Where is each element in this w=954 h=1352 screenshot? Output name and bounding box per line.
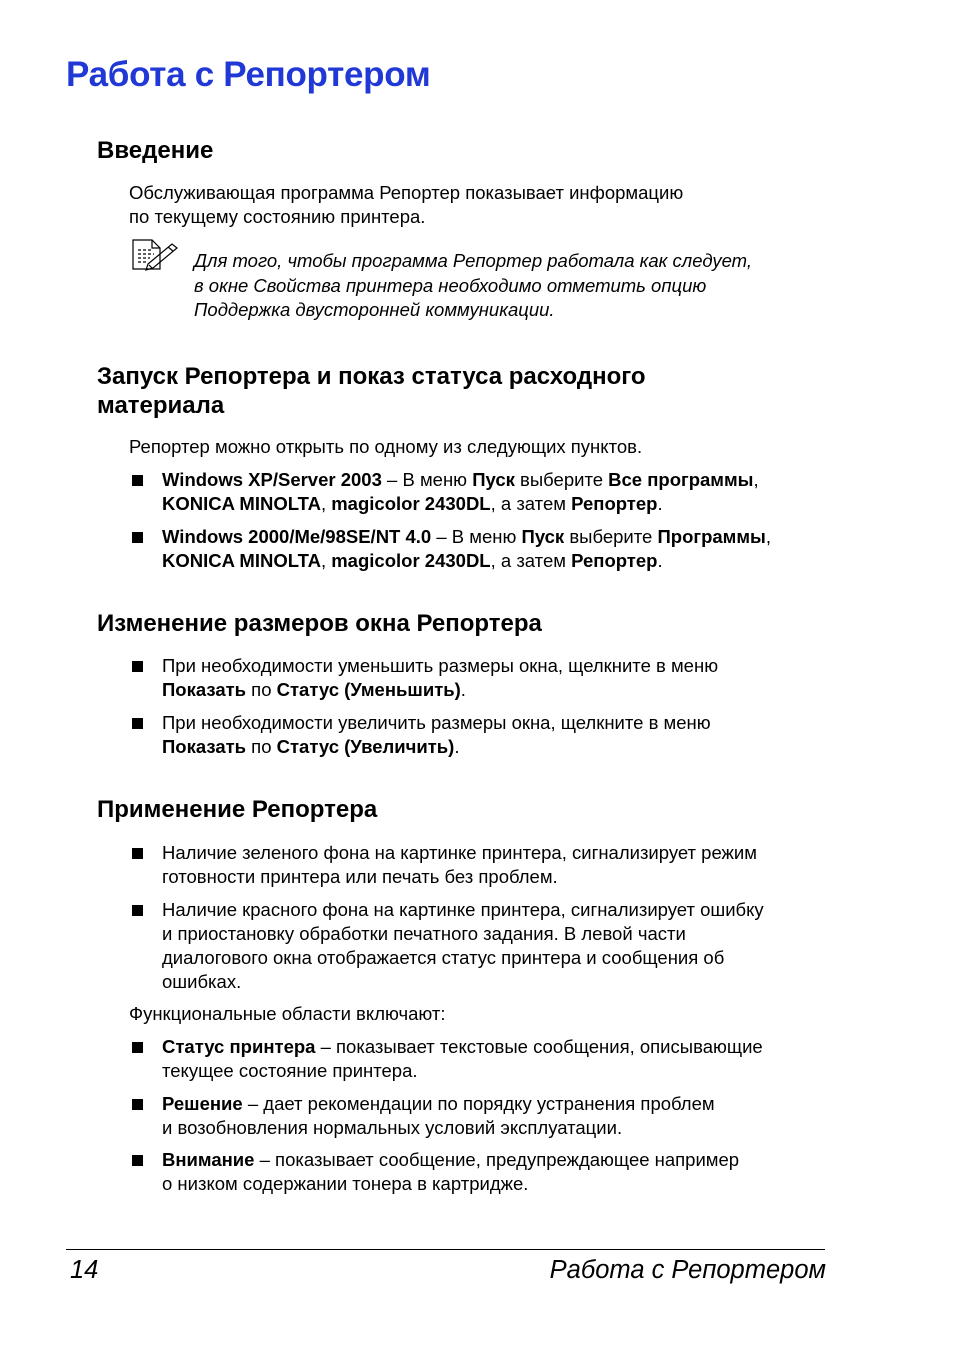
- bullet: [132, 475, 143, 486]
- page-number: 14: [70, 1256, 99, 1284]
- section-heading-resize: Изменение размеров окна Репортера: [97, 610, 542, 637]
- intro-paragraph: Обслуживающая программа Репортер показывает информацию по текущему состоянию принтера.: [129, 182, 684, 227]
- section-heading-intro: Введение: [97, 137, 214, 164]
- bullet: [132, 1042, 143, 1053]
- page-title: Работа с Репортером: [66, 55, 431, 94]
- bullet: [132, 661, 143, 672]
- footer-rule: [66, 1249, 825, 1250]
- bullet: [132, 532, 143, 543]
- bullet: [132, 848, 143, 859]
- note-pencil-icon: [130, 238, 180, 277]
- bullet: [132, 718, 143, 729]
- areas-intro: Функциональные области включают:: [129, 1003, 446, 1024]
- note-text: Для того, чтобы программа Репортер работала как следует, в окне Свойства принтера необходимо отметить опцию Поддержка двусторонней коммуникации.: [194, 250, 753, 320]
- section-heading-launch: Запуск Репортера и показ статуса расходного материала: [97, 363, 646, 419]
- launch-paragraph: Репортер можно открыть по одному из следующих пунктов.: [129, 436, 643, 457]
- bullet: [132, 905, 143, 916]
- bullet: [132, 1155, 143, 1166]
- section-heading-usage: Применение Репортера: [97, 796, 378, 823]
- running-title: Работа с Репортером: [549, 1256, 826, 1284]
- bullet: [132, 1099, 143, 1110]
